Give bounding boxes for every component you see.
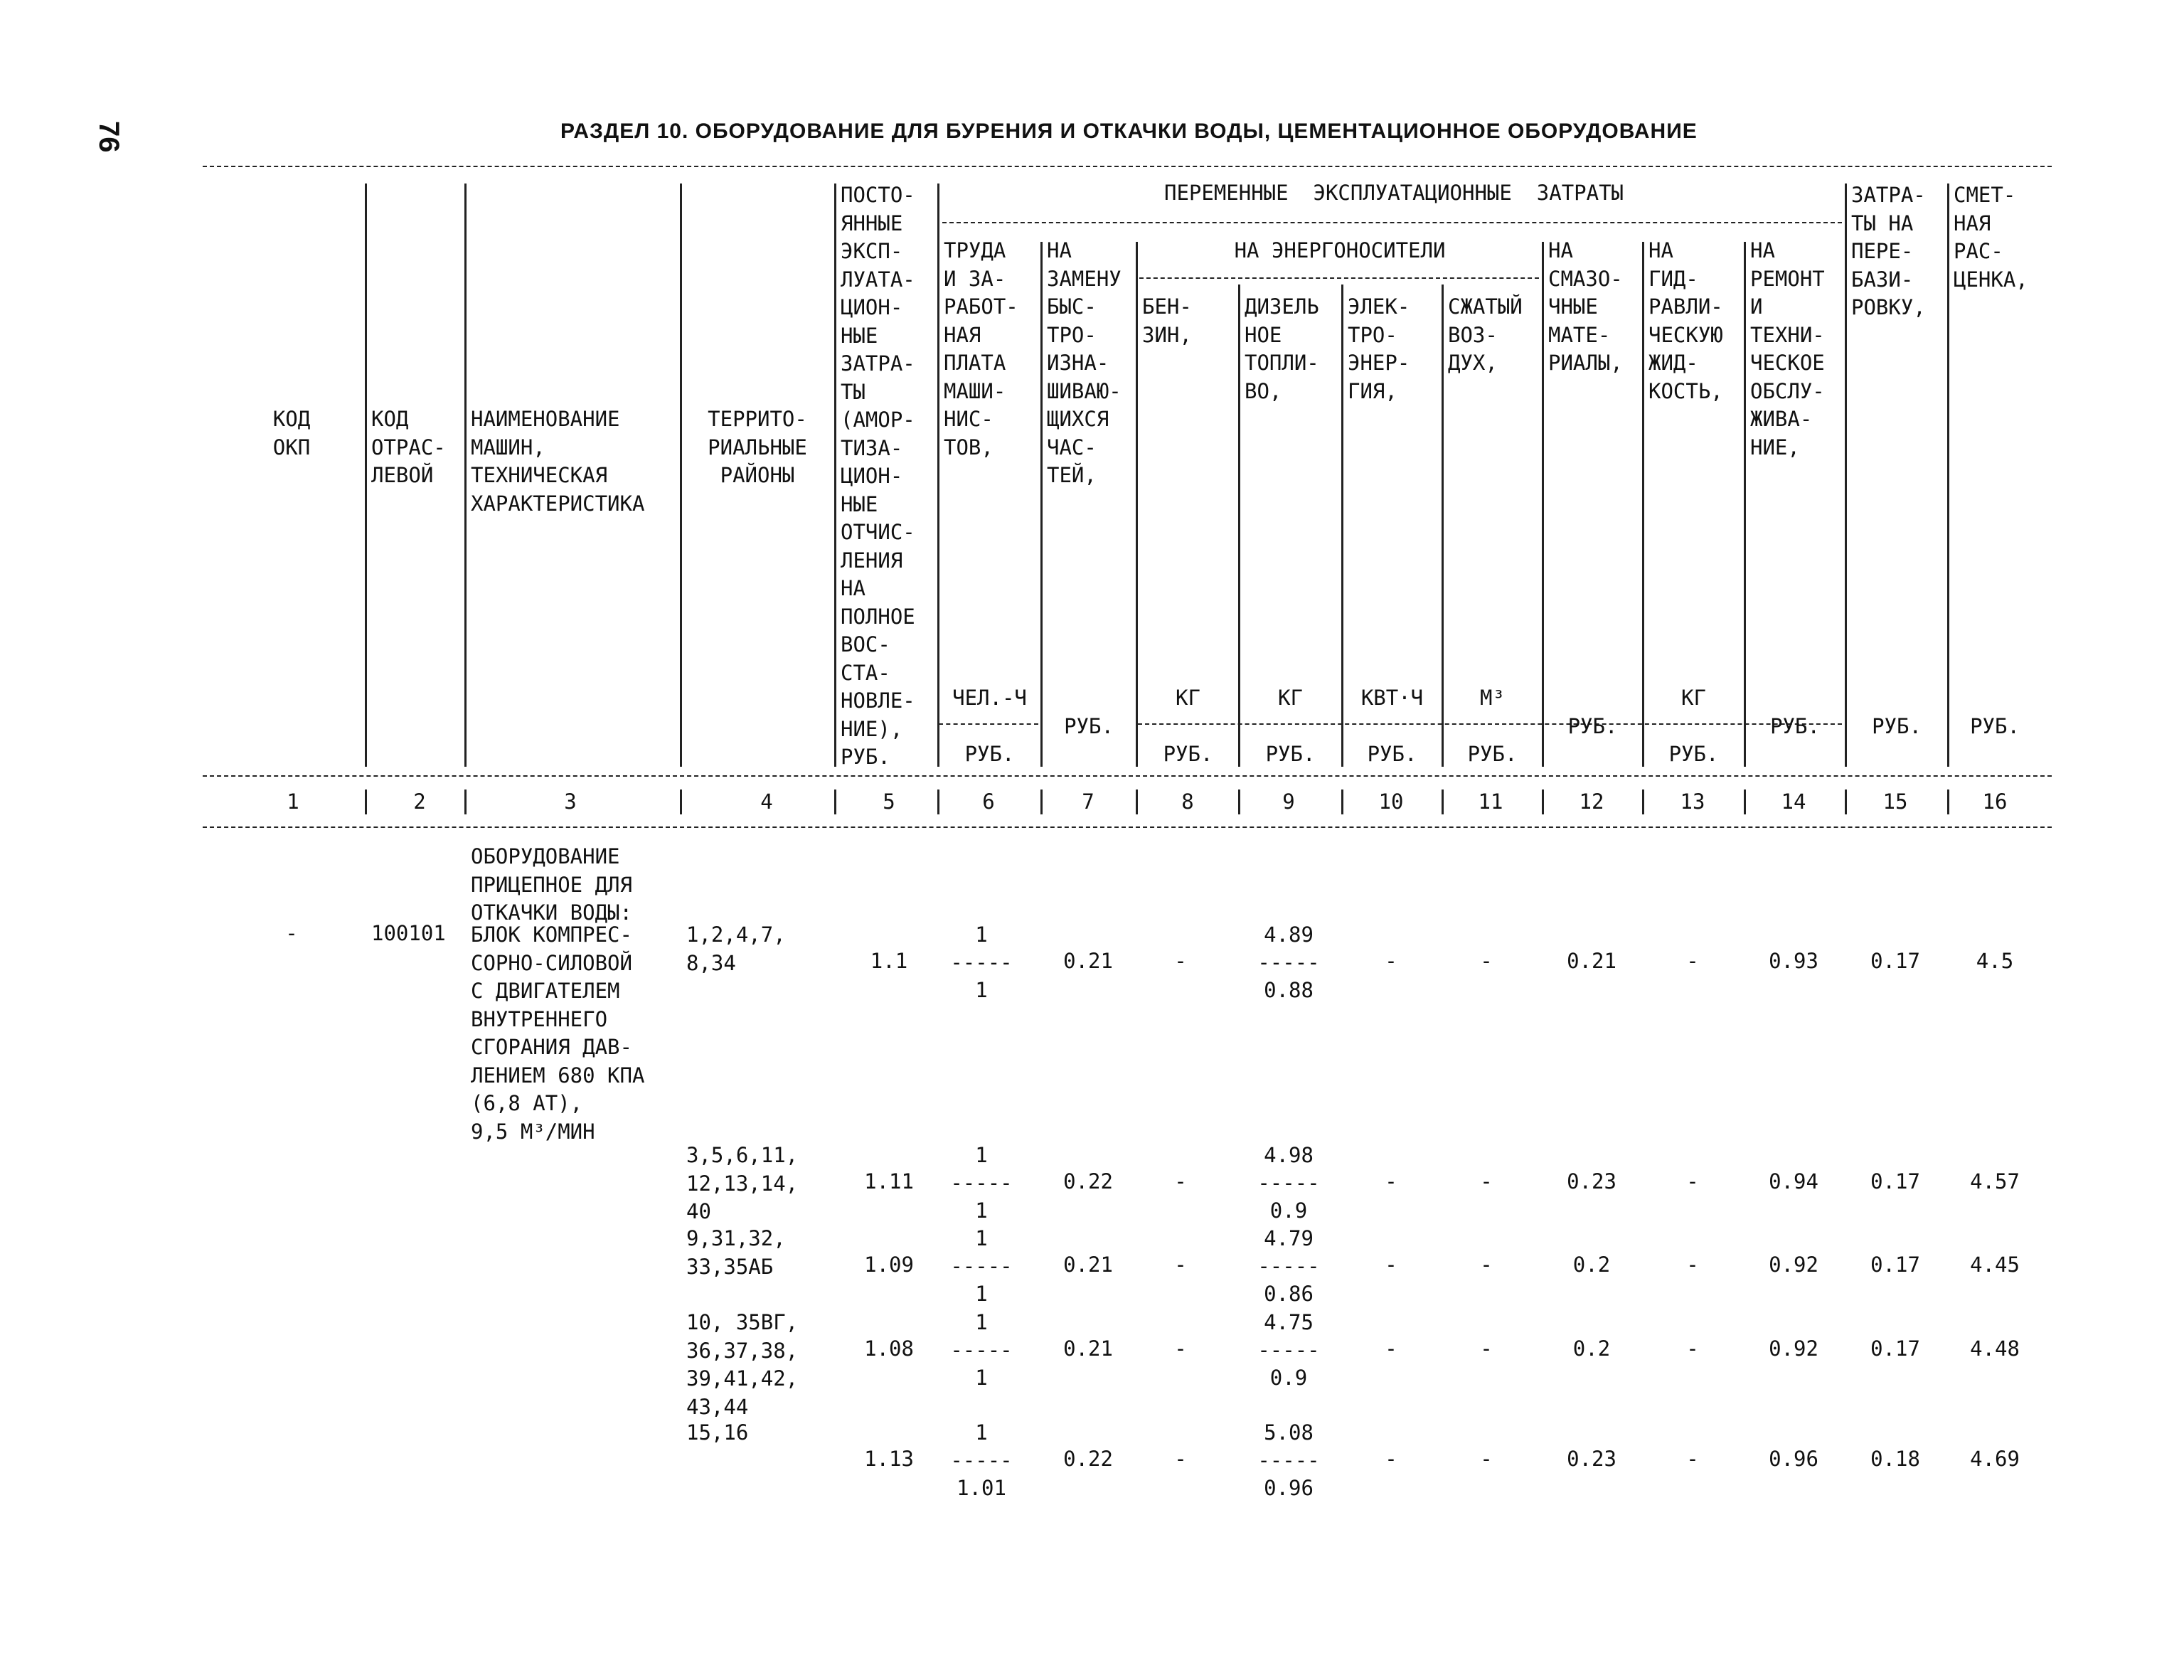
- row-col-9: [1239, 921, 1338, 1004]
- row-col-12: 0.23: [1567, 1169, 1616, 1193]
- header-col-8: БЕН- ЗИН,: [1142, 294, 1192, 347]
- column-number: 14: [1781, 790, 1806, 814]
- header-group-variable: ПЕРЕМЕННЫЕ ЭКСПЛУАТАЦИОННЫЕ ЗАТРАТЫ: [1163, 181, 1624, 205]
- row-col-9: [1239, 1225, 1338, 1308]
- header-col-8-unit-bottom: РУБ.: [1163, 742, 1213, 766]
- col-divider: [365, 790, 367, 814]
- row-col-9: [1239, 1309, 1338, 1392]
- row-col-11: -: [1480, 949, 1493, 973]
- col-divider: [1947, 184, 1949, 767]
- row-col-16: 4.45: [1970, 1253, 2020, 1277]
- row-col-7: 0.21: [1063, 1336, 1113, 1361]
- row-col-15: 0.17: [1870, 1253, 1920, 1277]
- column-number: 15: [1882, 790, 1908, 814]
- col-divider: [365, 184, 367, 767]
- header-col-9: ДИЗЕЛЬ НОЕ ТОПЛИ- ВО,: [1245, 294, 1319, 403]
- col-divider: [834, 790, 836, 814]
- row-col-16: 4.69: [1970, 1447, 2020, 1471]
- rule-group: [942, 222, 1842, 223]
- rule-units: [1138, 723, 1842, 725]
- row-regions: 3,5,6,11, 12,13,14, 40: [686, 1143, 799, 1223]
- col-divider: [1947, 790, 1949, 814]
- row-col-15: 0.17: [1870, 1169, 1920, 1193]
- rule-numbers-bottom: [203, 826, 2052, 828]
- header-col-6-unit-top: ЧЕЛ.-Ч: [952, 686, 1027, 710]
- col-divider: [1040, 242, 1043, 767]
- fraction-denominator: 1: [975, 1198, 988, 1223]
- row-col-16: 4.5: [1976, 949, 2014, 973]
- fraction-numerator: 1: [975, 1310, 988, 1334]
- row-col-9: [1239, 1142, 1338, 1225]
- col-divider: [1845, 790, 1847, 814]
- row-col-8: -: [1174, 1169, 1187, 1193]
- header-col-4: ТЕРРИТО- РИАЛЬНЫЕ РАЙОНЫ: [708, 407, 807, 487]
- fraction-numerator: 4.98: [1264, 1143, 1314, 1167]
- fraction-denominator: 0.88: [1264, 978, 1314, 1002]
- row-col-8: -: [1174, 1336, 1187, 1361]
- column-number: 13: [1680, 790, 1705, 814]
- fraction-denominator: 1: [975, 978, 988, 1002]
- header-col-13-unit-top: КГ: [1681, 686, 1706, 710]
- header-col-11-unit-bottom: РУБ.: [1467, 742, 1518, 766]
- header-col-2: КОД ОТРАС- ЛЕВОЙ: [371, 407, 446, 487]
- col-divider: [1642, 790, 1644, 814]
- col-divider: [464, 184, 467, 767]
- row-col-5: 1.11: [864, 1169, 914, 1193]
- row-col-6: [932, 1142, 1031, 1225]
- row-col-8: -: [1174, 1447, 1187, 1471]
- col-divider: [464, 790, 467, 814]
- header-col-14-unit: РУБ.: [1770, 714, 1820, 738]
- col-divider: [834, 184, 836, 767]
- header-col-12: НА СМАЗО- ЧНЫЕ МАТЕ- РИАЛЫ,: [1548, 238, 1623, 375]
- fraction-bar: -----: [1257, 1338, 1320, 1362]
- fraction-denominator: 0.96: [1264, 1476, 1314, 1500]
- row-col-11: -: [1480, 1169, 1493, 1193]
- header-col-10-unit-bottom: РУБ.: [1367, 742, 1417, 766]
- column-number: 11: [1478, 790, 1503, 814]
- header-col-12-unit: РУБ.: [1567, 714, 1618, 738]
- col-divider: [1238, 790, 1240, 814]
- row-regions: 10, 35ВГ, 36,37,38, 39,41,42, 43,44: [686, 1310, 799, 1419]
- column-number: 5: [883, 790, 895, 814]
- rule-header-bottom: [203, 775, 2052, 777]
- row-col-15: 0.18: [1870, 1447, 1920, 1471]
- fraction-bar: -----: [1257, 1171, 1320, 1195]
- header-col-6-unit-bottom: РУБ.: [964, 742, 1015, 766]
- header-col-5: ПОСТО- ЯННЫЕ ЭКСП- ЛУАТА- ЦИОН- НЫЕ ЗАТРА- ТЫ (АМОР- ТИЗА- ЦИОН- НЫЕ ОТЧИС- ЛЕНИЯ НА ПОЛНОЕ ВОС- СТА- НОВЛЕ- НИЕ), РУБ.: [841, 183, 915, 769]
- fraction-numerator: 1: [975, 923, 988, 947]
- row-regions: 15,16: [686, 1420, 749, 1445]
- column-number: 16: [1982, 790, 2008, 814]
- header-col-10: ЭЛЕК- ТРО- ЭНЕР- ГИЯ,: [1348, 294, 1410, 403]
- row-col-11: -: [1480, 1336, 1493, 1361]
- fraction-bar: -----: [950, 1448, 1013, 1472]
- column-number: 1: [287, 790, 299, 814]
- row-col-16: 4.57: [1970, 1169, 2020, 1193]
- header-col-7-unit: РУБ.: [1064, 714, 1114, 738]
- header-col-11: СЖАТЫЙ ВОЗ- ДУХ,: [1448, 294, 1523, 375]
- row-col-12: 0.23: [1567, 1447, 1616, 1471]
- row-col-14: 0.93: [1769, 949, 1818, 973]
- row-col-11: -: [1480, 1447, 1493, 1471]
- row-regions: 1,2,4,7, 8,34: [686, 923, 786, 975]
- rule-top: [203, 166, 2052, 167]
- fraction-denominator: 1: [975, 1366, 988, 1390]
- col-divider: [937, 184, 939, 767]
- row-col-10: -: [1385, 1336, 1397, 1361]
- header-group-energy: НА ЭНЕРГОНОСИТЕЛИ: [1234, 238, 1446, 262]
- section-heading: ОБОРУДОВАНИЕ ПРИЦЕПНОЕ ДЛЯ ОТКАЧКИ ВОДЫ:: [471, 844, 632, 925]
- col-divider: [1744, 242, 1746, 767]
- row-col-10: -: [1385, 1253, 1397, 1277]
- row-col-10: -: [1385, 949, 1397, 973]
- col-divider: [1136, 790, 1138, 814]
- row-col-6: [932, 921, 1031, 1004]
- col-divider: [1341, 790, 1343, 814]
- header-col-14: НА РЕМОНТ И ТЕХНИ- ЧЕСКОЕ ОБСЛУ- ЖИВА- НИЕ,: [1750, 238, 1825, 459]
- row-col-6: [932, 1309, 1031, 1392]
- fraction-bar: -----: [950, 1171, 1013, 1195]
- col-divider: [1845, 184, 1847, 767]
- header-col-16: СМЕТ- НАЯ РАС- ЦЕНКА,: [1954, 183, 2028, 292]
- row-col-5: 1.08: [864, 1336, 914, 1361]
- row-col-14: 0.92: [1769, 1336, 1818, 1361]
- header-col-13-unit-bottom: РУБ.: [1668, 742, 1719, 766]
- col-divider: [1542, 790, 1544, 814]
- page-title: РАЗДЕЛ 10. ОБОРУДОВАНИЕ ДЛЯ БУРЕНИЯ И ОТКАЧКИ ВОДЫ, ЦЕМЕНТАЦИОННОЕ ОБОРУДОВАНИЕ: [560, 119, 1698, 143]
- fraction-numerator: 4.75: [1264, 1310, 1314, 1334]
- column-number: 7: [1082, 790, 1094, 814]
- row-col-14: 0.94: [1769, 1169, 1818, 1193]
- fraction-numerator: 1: [975, 1143, 988, 1167]
- row-col-5: 1.13: [864, 1447, 914, 1471]
- page-number: 76: [93, 121, 124, 153]
- header-col-15: ЗАТРА- ТЫ НА ПЕРЕ- БАЗИ- РОВКУ,: [1851, 183, 1926, 319]
- row-col-8: -: [1174, 1253, 1187, 1277]
- row-col-14: 0.92: [1769, 1253, 1818, 1277]
- fraction-denominator: 0.9: [1269, 1366, 1308, 1390]
- row-col-5: 1.1: [870, 949, 908, 973]
- fraction-numerator: 5.08: [1264, 1420, 1314, 1445]
- row-col-5: 1.09: [864, 1253, 914, 1277]
- fraction-bar: -----: [1257, 950, 1320, 974]
- header-col-3: НАИМЕНОВАНИЕ МАШИН, ТЕХНИЧЕСКАЯ ХАРАКТЕРИСТИКА: [471, 407, 645, 516]
- fraction-denominator: 1: [975, 1282, 988, 1306]
- col-divider: [680, 790, 682, 814]
- column-number: 3: [564, 790, 577, 814]
- column-number: 9: [1282, 790, 1295, 814]
- fraction-numerator: 1: [975, 1420, 988, 1445]
- fraction-numerator: 4.79: [1264, 1226, 1314, 1250]
- fraction-denominator: 0.86: [1264, 1282, 1314, 1306]
- fraction-numerator: 4.89: [1264, 923, 1314, 947]
- row-col-11: -: [1480, 1253, 1493, 1277]
- fraction-denominator: 0.9: [1269, 1198, 1308, 1223]
- row-col-13: -: [1686, 949, 1699, 973]
- header-col-8-unit-top: КГ: [1176, 686, 1200, 710]
- row-col-8: -: [1174, 949, 1187, 973]
- header-col-10-unit-top: КВТ·Ч: [1360, 686, 1424, 710]
- row-col-13: -: [1686, 1169, 1699, 1193]
- row-col-10: -: [1385, 1447, 1397, 1471]
- col-divider: [680, 184, 682, 767]
- column-number: 6: [982, 790, 995, 814]
- row-col-7: 0.22: [1063, 1447, 1113, 1471]
- row-okp: -: [285, 921, 298, 945]
- fraction-numerator: 1: [975, 1226, 988, 1250]
- column-number: 4: [760, 790, 773, 814]
- row-col-15: 0.17: [1870, 1336, 1920, 1361]
- fraction-bar: -----: [950, 950, 1013, 974]
- rule-energy: [1139, 277, 1539, 279]
- header-col-9-unit-top: КГ: [1278, 686, 1303, 710]
- row-col-6: [932, 1225, 1031, 1308]
- row-col-16: 4.48: [1970, 1336, 2020, 1361]
- header-col-15-unit: РУБ.: [1872, 714, 1922, 738]
- row-col-13: -: [1686, 1336, 1699, 1361]
- row-industry-code: 100101: [371, 921, 446, 945]
- row-col-10: -: [1385, 1169, 1397, 1193]
- header-col-13: НА ГИД- РАВЛИ- ЧЕСКУЮ ЖИД- КОСТЬ,: [1648, 238, 1723, 403]
- header-col-7: НА ЗАМЕНУ БЫС- ТРО- ИЗНА- ШИВАЮ- ЩИХСЯ ЧАС- ТЕЙ,: [1047, 238, 1122, 487]
- column-number: 8: [1181, 790, 1194, 814]
- fraction-denominator: 1.01: [957, 1476, 1006, 1500]
- header-col-11-unit-top: М³: [1480, 686, 1505, 710]
- col-divider: [937, 790, 939, 814]
- header-col-9-unit-bottom: РУБ.: [1265, 742, 1316, 766]
- row-col-7: 0.22: [1063, 1169, 1113, 1193]
- column-number: 10: [1378, 790, 1404, 814]
- row-col-13: -: [1686, 1253, 1699, 1277]
- fraction-bar: -----: [1257, 1448, 1320, 1472]
- row-col-12: 0.2: [1572, 1253, 1611, 1277]
- header-col-16-unit: РУБ.: [1970, 714, 2020, 738]
- machine-description: БЛОК КОМПРЕС- СОРНО-СИЛОВОЙ С ДВИГАТЕЛЕМ ВНУТРЕННЕГО СГОРАНИЯ ДАВ- ЛЕНИЕМ 680 КПА (6,8 АТ), 9,5 М³/МИН: [471, 923, 645, 1144]
- row-col-7: 0.21: [1063, 949, 1113, 973]
- header-col-6: ТРУДА И ЗА- РАБОТ- НАЯ ПЛАТА МАШИ- НИС- ТОВ,: [944, 238, 1018, 459]
- col-divider: [1040, 790, 1043, 814]
- header-col-1: КОД ОКП: [272, 407, 311, 459]
- row-col-12: 0.21: [1567, 949, 1616, 973]
- col-divider: [1542, 242, 1544, 767]
- col-divider: [1744, 790, 1746, 814]
- column-number: 12: [1579, 790, 1604, 814]
- fraction-bar: -----: [950, 1338, 1013, 1362]
- fraction-bar: -----: [950, 1254, 1013, 1278]
- col-divider: [1442, 790, 1444, 814]
- row-col-12: 0.2: [1572, 1336, 1611, 1361]
- column-number: 2: [413, 790, 426, 814]
- row-col-14: 0.96: [1769, 1447, 1818, 1471]
- row-col-15: 0.17: [1870, 949, 1920, 973]
- row-col-13: -: [1686, 1447, 1699, 1471]
- fraction-bar: -----: [1257, 1254, 1320, 1278]
- row-col-9: [1239, 1419, 1338, 1502]
- row-col-7: 0.21: [1063, 1253, 1113, 1277]
- row-col-6: [932, 1419, 1031, 1502]
- row-regions: 9,31,32, 33,35АБ: [686, 1226, 786, 1279]
- rule-unit-6: [939, 723, 1038, 725]
